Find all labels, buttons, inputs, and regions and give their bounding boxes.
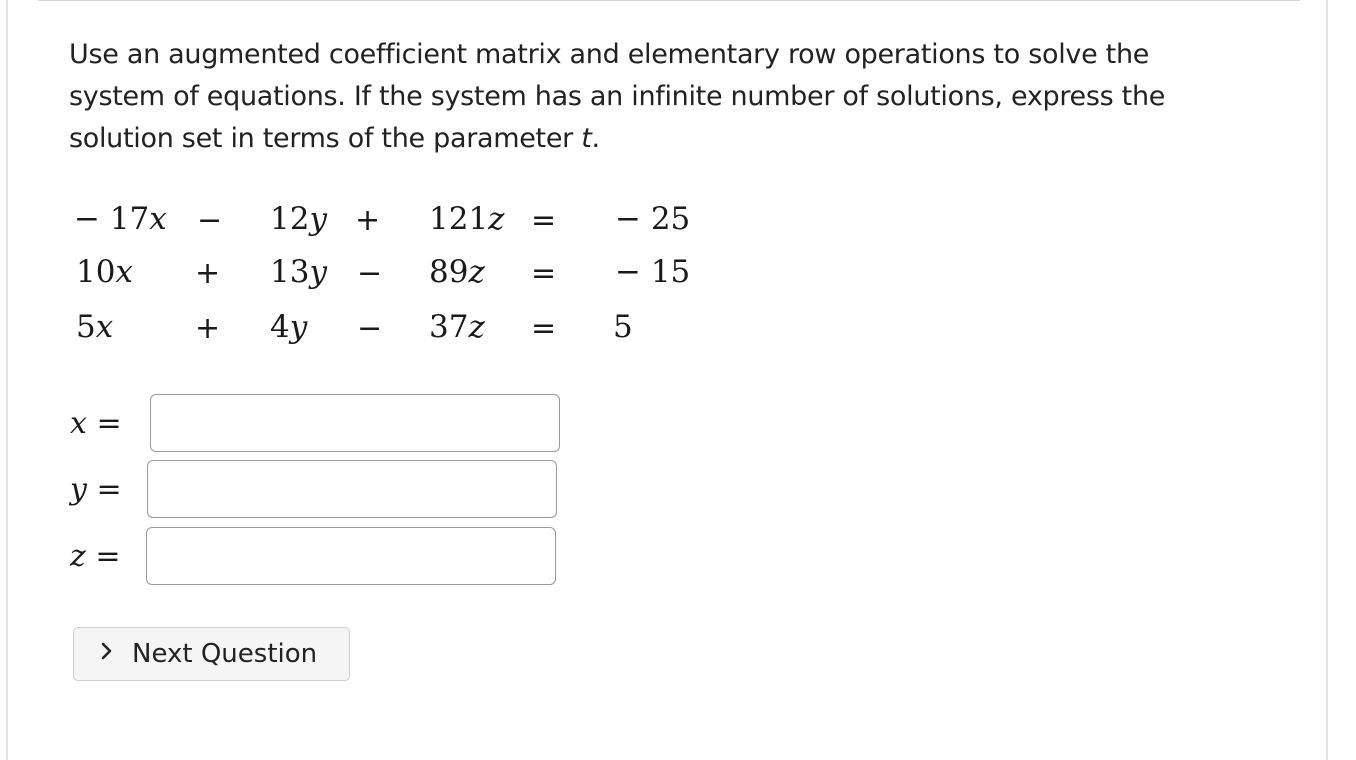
eq2-x-term: 10x xyxy=(76,254,133,290)
eq2-op1: + xyxy=(195,256,221,291)
eq2-z-term: 89z xyxy=(429,254,485,290)
eq2-equals: = xyxy=(531,256,557,291)
eq1-x-term: − 17x xyxy=(74,201,167,237)
z-answer-label: z = xyxy=(70,539,121,574)
x-answer-input[interactable] xyxy=(150,394,560,452)
eq1-equals: = xyxy=(531,203,557,238)
eq2-op2: − xyxy=(357,256,383,291)
next-question-button[interactable] xyxy=(73,627,350,681)
eq3-z-term: 37z xyxy=(429,309,485,345)
prompt-end: . xyxy=(591,123,600,154)
eq2-y-term: 13y xyxy=(270,254,327,290)
next-question-label: Next Question xyxy=(132,639,318,669)
chevron-right-icon xyxy=(100,639,118,669)
x-answer-label: x = xyxy=(70,406,122,441)
eq1-op2: + xyxy=(355,203,381,238)
divider xyxy=(38,0,1300,1)
eq3-y-term: 4y xyxy=(270,309,308,345)
y-answer-input[interactable] xyxy=(147,460,557,518)
question-prompt xyxy=(69,34,1249,160)
eq1-y-term: 12y xyxy=(270,201,327,237)
eq3-op2: − xyxy=(357,311,383,346)
eq3-x-term: 5x xyxy=(76,309,114,345)
eq1-op1: − xyxy=(197,203,223,238)
parameter-name: t xyxy=(581,123,592,154)
eq2-rhs: − 15 xyxy=(615,254,691,290)
eq3-equals: = xyxy=(531,311,557,346)
prompt-text: Use an augmented coefficient matrix and elementary row operations to solve the system of equations. If the system has an infinite number of solutions, express the solution set in terms of the parameter xyxy=(69,39,1166,154)
eq3-rhs: 5 xyxy=(613,309,633,345)
z-answer-input[interactable] xyxy=(146,527,556,585)
y-answer-label: y = xyxy=(70,472,122,507)
eq1-z-term: 121z xyxy=(429,201,505,237)
eq1-rhs: − 25 xyxy=(615,201,691,237)
eq3-op1: + xyxy=(195,311,221,346)
